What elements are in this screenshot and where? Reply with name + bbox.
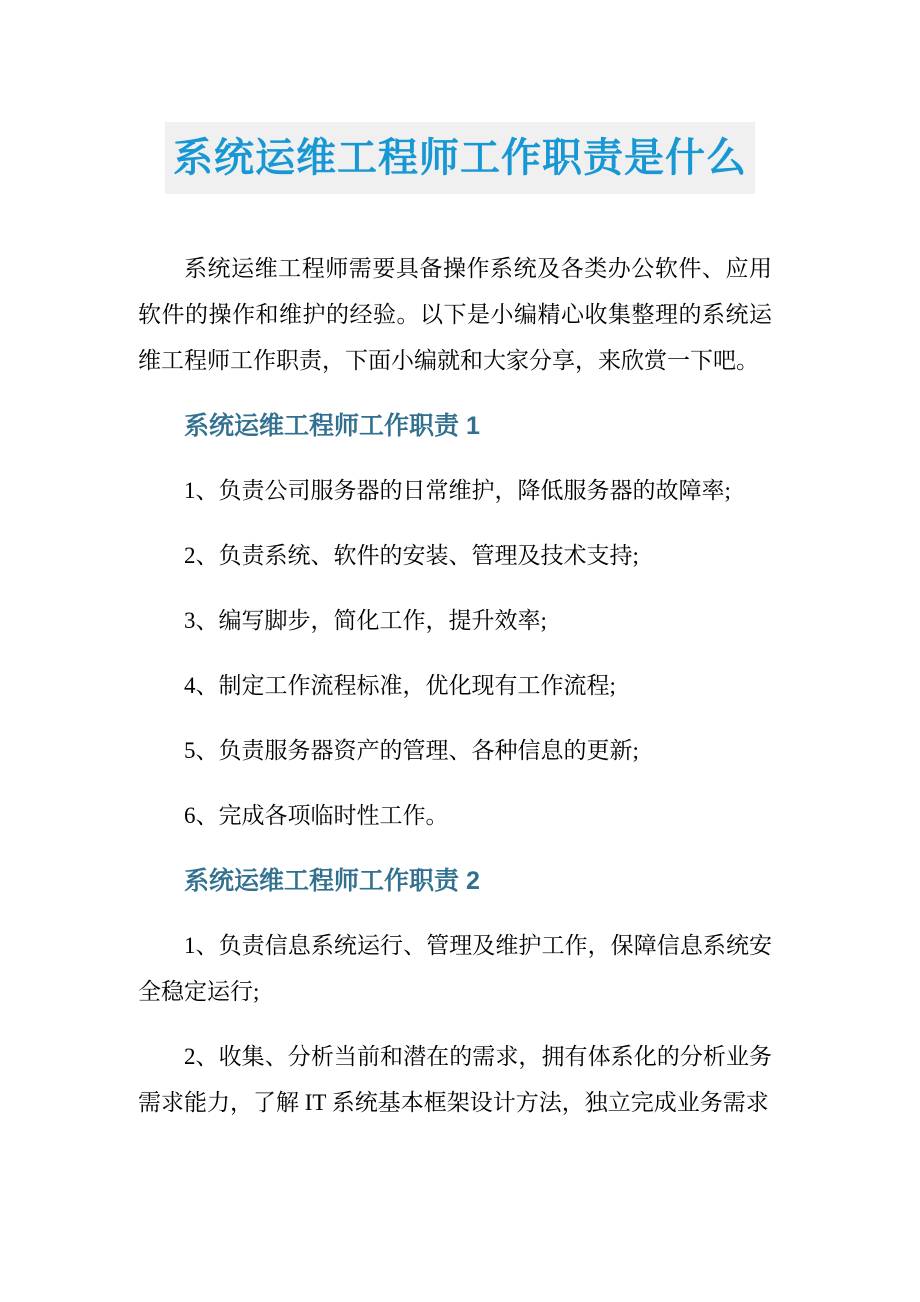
section-2-duty-item-1: 1、负责信息系统运行、管理及维护工作，保障信息系统安全稳定运行; [138,933,772,1004]
section-2-duty-item-2: 2、收集、分析当前和潜在的需求，拥有体系化的分析业务需求能力，了解 IT 系统基本框架设计方法，独立完成业务需求 [138,1044,772,1115]
document-title-text: 系统运维工程师工作职责是什么 [165,122,755,194]
section-1-duty-item-2: 2、负责系统、软件的安装、管理及技术支持; [184,543,639,568]
section-1-duty-item-1: 1、负责公司服务器的日常维护，降低服务器的故障率; [184,478,731,503]
section-1-heading: 系统运维工程师工作职责 1 [184,412,480,440]
section-1-duty-item-6: 6、完成各项临时性工作。 [184,803,449,828]
document-body [138,246,772,1126]
section-1-duty-item-4: 4、制定工作流程标准，优化现有工作流程; [184,673,616,698]
document-title [0,0,920,194]
section-1-duty-item-3: 3、编写脚步，简化工作，提升效率; [184,608,547,633]
section-2-heading: 系统运维工程师工作职责 2 [184,867,480,895]
intro-paragraph: 系统运维工程师需要具备操作系统及各类办公软件、应用软件的操作和维护的经验。以下是小编精心收集整理的系统运维工程师工作职责，下面小编就和大家分享，来欣赏一下吧。 [138,256,772,373]
section-1-duty-item-5: 5、负责服务器资产的管理、各种信息的更新; [184,738,639,763]
